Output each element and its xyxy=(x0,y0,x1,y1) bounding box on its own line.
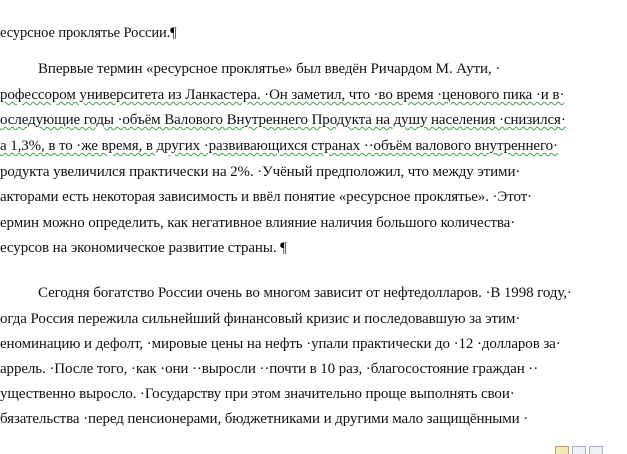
paragraph2-line-1: Сегодня богатство России очень во многом зависит от нефтедолларов. ·В 1998 году,· xyxy=(38,285,572,301)
paragraph1-line-2: рофессором университета из Ланкастера. ·Он заметил, что ·во время ·ценового пика ·и в· xyxy=(0,87,565,103)
page-icon[interactable] xyxy=(589,446,603,454)
view-icon[interactable] xyxy=(572,446,586,454)
paragraph2-line-5: ущественно выросло. ·Государству при этом значительно проще выполнять свои· xyxy=(0,386,515,402)
paragraph1-line-1: Впервые термин «ресурсное проклятье» был введён Ричардом М. Аути, · xyxy=(38,61,501,77)
status-bar xyxy=(555,444,627,454)
paragraph2-line-4: аррель. ·После того, ·как ·они ··выросли ··почти в 10 раз, ·благосостояние граждан ·· xyxy=(0,361,539,377)
paragraph1-line-5: родукта увеличился практически на 2%. ·Учёный предположил, что между этими· xyxy=(0,164,521,180)
paragraph2-line-3: еноминацию и дефолт, ·мировые цены на нефть ·упали практически до ·12 ·долларов за· xyxy=(0,336,561,352)
paragraph2-line-2: огда Россия пережила сильнейший финансовый кризис и последовавшую за этим· xyxy=(0,311,521,327)
paragraph1-line-3: оследующие годы ·объём Валового Внутреннего Продукта на душу населения ·снизился· xyxy=(0,112,566,128)
layout-icon[interactable] xyxy=(555,446,569,454)
paragraph2-line-6: бязательства ·перед пенсионерами, бюджетниками и другими мало защищёнными · xyxy=(0,411,529,427)
paragraph1-line-6: акторами есть некоторая зависимость и ввёл понятие «ресурсное проклятье». ·Этот· xyxy=(0,189,533,205)
paragraph1-line-4: а 1,3%, в то ·же время, в других ·развивающихся странах ··объём валового внутреннего· xyxy=(0,138,558,154)
paragraph1-line-8: есурсов на экономическое развитие страны. ¶ xyxy=(0,240,287,256)
section-heading: есурсное проклятье России.¶ xyxy=(0,25,177,41)
paragraph1-line-7: ермин можно определить, как негативное влияние наличия большого количества· xyxy=(0,215,516,231)
